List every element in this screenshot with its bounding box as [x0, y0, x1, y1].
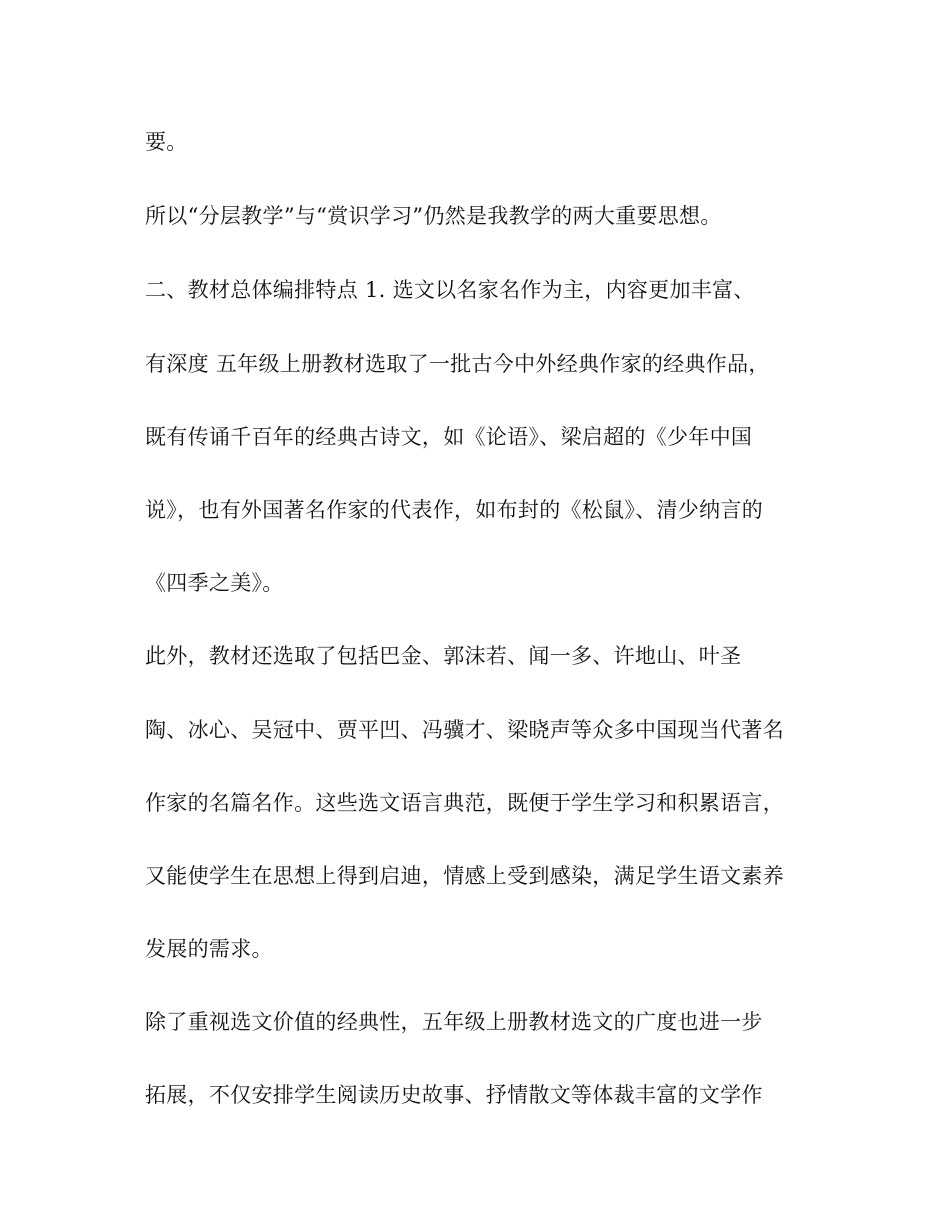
text-line: 作家的名篇名作。这些选文语言典范，既便于学生学习和积累语言，: [145, 791, 784, 815]
text-line: 此外，教材还选取了包括巴金、郭沫若、闻一多、许地山、叶圣: [145, 644, 742, 668]
text-line: 二、教材总体编排特点 1. 选文以名家名作为主，内容更加丰富、: [145, 278, 755, 302]
text-line: 说》，也有外国著名作家的代表作，如布封的《松鼠》、清少纳言的: [145, 498, 763, 522]
text-line: 发展的需求。: [145, 937, 273, 961]
text-line: 《四季之美》。: [145, 571, 284, 595]
text-line: 除了重视选文价值的经典性，五年级上册教材选文的广度也进一步: [145, 1010, 763, 1034]
text-line: 有深度 五年级上册教材选取了一批古今中外经典作家的经典作品，: [145, 352, 770, 376]
text-line: 陶、冰心、吴冠中、贾平凹、冯骥才、梁晓声等众多中国现当代著名: [145, 718, 784, 742]
text-line: 所以“分层教学”与“赏识学习”仍然是我教学的两大重要思想。: [145, 204, 722, 228]
text-line: 拓展，不仅安排学生阅读历史故事、抒情散文等体裁丰富的文学作: [145, 1083, 763, 1107]
text-line: 要。: [145, 130, 188, 154]
text-line: 既有传诵千百年的经典古诗文，如《论语》、梁启超的《少年中国: [145, 425, 753, 449]
text-line: 又能使学生在思想上得到启迪，情感上受到感染，满足学生语文素养: [145, 864, 784, 888]
